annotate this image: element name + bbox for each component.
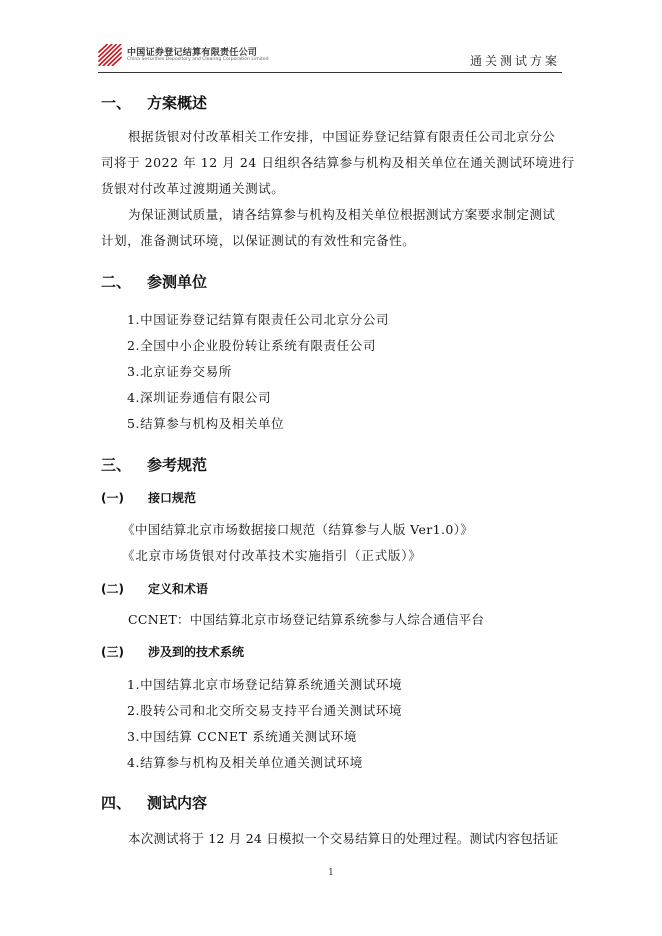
section-title: 测试内容: [147, 794, 208, 812]
subsection-title: 接口规范: [148, 491, 197, 505]
list-item: CCNET：中国结算北京市场登记结算系统参与人综合通信平台: [128, 612, 485, 627]
paragraph-line: 根据货银对付改革相关工作安排，中国证券登记结算有限责任公司北京分公: [128, 129, 556, 144]
list-item: 2.全国中小企业股份转让系统有限责任公司: [127, 338, 376, 353]
section-heading-participants: [101, 271, 207, 292]
page-header: [98, 40, 562, 73]
paragraph-line: 本次测试将于 12 月 24 日模拟一个交易结算日的处理过程。测试内容包括证: [128, 831, 559, 846]
section-heading-overview: [101, 92, 207, 113]
subsection-title: 定义和术语: [148, 582, 209, 596]
list-item: 《中国结算北京市场数据接口规范（结算参与人版 Ver1.0）》: [122, 522, 474, 537]
section-number: 一、: [101, 94, 132, 112]
list-item: 4.结算参与机构及相关单位通关测试环境: [127, 755, 363, 770]
section-title: 方案概述: [147, 94, 208, 112]
paragraph-line: 司将于 2022 年 12 月 24 日组织各结算参与机构及相关单位在通关测试环境进行: [101, 155, 575, 170]
subsection-heading-interface: [101, 489, 196, 506]
section-number: 三、: [101, 456, 132, 474]
company-name-en: China Securities Depository and Clearing Corporation Limited: [127, 57, 269, 62]
section-number: 二、: [101, 273, 132, 291]
list-item: 《北京市场货银对付改革技术实施指引（正式版）》: [122, 548, 422, 563]
page-number: 1: [328, 868, 334, 878]
document-title: 通关测试方案: [469, 54, 560, 68]
list-item: 1.中国结算北京市场登记结算系统通关测试环境: [127, 677, 403, 692]
list-item: 2.股转公司和北交所交易支持平台通关测试环境: [127, 703, 403, 718]
paragraph-line: 计划，准备测试环境，以保证测试的有效性和完备性。: [101, 233, 416, 248]
csdc-logo-icon: [98, 44, 122, 66]
list-item: 1.中国证券登记结算有限责任公司北京分公司: [127, 312, 390, 327]
section-heading-test-content: [101, 792, 207, 813]
section-title: 参测单位: [147, 273, 208, 291]
subsection-number: (一): [101, 491, 124, 505]
company-name-cn: 中国证券登记结算有限责任公司: [127, 48, 258, 58]
paragraph-line: 货银对付改革过渡期通关测试。: [101, 181, 285, 196]
section-heading-references: [101, 454, 207, 475]
subsection-heading-systems: [101, 643, 244, 660]
list-item: 4.深圳证券通信有限公司: [127, 390, 272, 405]
subsection-heading-definitions: [101, 580, 208, 597]
subsection-title: 涉及到的技术系统: [148, 645, 245, 659]
section-title: 参考规范: [147, 456, 208, 474]
section-number: 四、: [101, 794, 132, 812]
subsection-number: (二): [101, 582, 124, 596]
subsection-number: (三): [101, 645, 124, 659]
list-item: 3.中国结算 CCNET 系统通关测试环境: [127, 729, 358, 744]
list-item: 3.北京证券交易所: [127, 364, 232, 379]
list-item: 5.结算参与机构及相关单位: [127, 416, 285, 431]
paragraph-line: 为保证测试质量，请各结算参与机构及相关单位根据测试方案要求制定测试: [128, 207, 556, 222]
